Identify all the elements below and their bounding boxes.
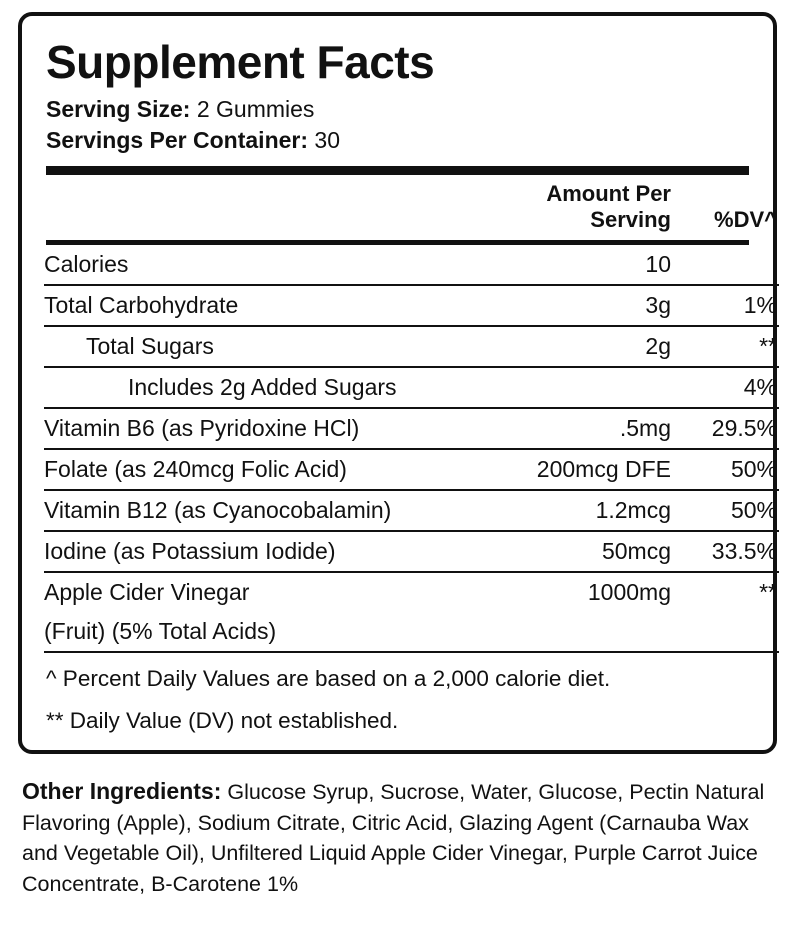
row-amount: .5mg (474, 408, 679, 449)
row-amount: 1000mg (587, 579, 671, 606)
row-name: Total Carbohydrate (44, 285, 474, 326)
table-row (44, 245, 779, 285)
serving-size-value: 2 Gummies (196, 96, 315, 123)
row-dv: 50% (679, 490, 779, 531)
row-name: Includes 2g Added Sugars (44, 367, 474, 408)
row-name: Vitamin B6 (as Pyridoxine HCl) (44, 408, 474, 449)
other-ingredients-label: Other Ingredients: (22, 778, 222, 804)
row-name: Total Sugars (44, 326, 474, 367)
servings-per-container-label: Servings Per Container: (46, 127, 309, 154)
row-dv: 33.5% (679, 531, 779, 572)
header-amount-per-serving: Amount Per Serving (546, 181, 671, 233)
row-name: Vitamin B12 (as Cyanocobalamin) (44, 490, 474, 531)
page-title: Supplement Facts (46, 36, 435, 88)
row-amount: 3g (474, 285, 679, 326)
row-name: Iodine (as Potassium Iodide) (44, 531, 474, 572)
row-name: Folate (as 240mcg Folic Acid) (44, 449, 474, 490)
table-row (44, 285, 779, 326)
table-row (44, 408, 779, 449)
row-name: Apple Cider Vinegar (44, 579, 250, 606)
row-dv (679, 245, 779, 285)
other-ingredients-text: Glucose Syrup, Sucrose, Water, Glucose, Pectin Natural Flavoring (Apple), Sodium Citrate, Citric Acid, Glazing Agent (Carnauba Wax and Vegetable Oil), Unfiltered Liquid Apple Cider Vinegar, Purple Carrot Juice Concentrate, B-Carotene 1% (22, 780, 765, 896)
row-name: (Fruit) (5% Total Acids) (44, 612, 474, 652)
supplement-facts-panel (18, 12, 777, 754)
serving-size-label: Serving Size: (46, 96, 191, 123)
table-row (44, 612, 779, 652)
table-row (44, 572, 779, 612)
table-row (44, 490, 779, 531)
serving-size-line (46, 94, 751, 125)
row-amount: 10 (474, 245, 679, 285)
row-amount: 200mcg DFE (474, 449, 679, 490)
header-spacer (44, 175, 474, 240)
row-dv: ** (679, 326, 779, 367)
row-dv (679, 612, 779, 652)
row-dv: 50% (679, 449, 779, 490)
row-dv: 4% (679, 367, 779, 408)
footnote-percent-daily-value: ^ Percent Daily Values are based on a 2,000 calorie diet. (46, 666, 611, 692)
row-amount: 1.2mcg (474, 490, 679, 531)
row-amount (474, 367, 679, 408)
table-row (44, 367, 779, 408)
divider-thick-top (46, 166, 749, 175)
table-row (44, 326, 779, 367)
row-dv: ** (759, 579, 777, 606)
header-daily-value: %DV^ (714, 207, 777, 233)
nutrient-rows-table (44, 245, 779, 653)
table-row (44, 531, 779, 572)
servings-per-container-value: 30 (314, 127, 341, 154)
row-amount (474, 612, 679, 652)
row-name: Calories (44, 245, 474, 285)
footnote-dv-not-established: ** Daily Value (DV) not established. (46, 708, 399, 734)
other-ingredients-block (22, 775, 774, 899)
table-header-row (44, 175, 779, 240)
row-dv: 1% (679, 285, 779, 326)
table-row (44, 449, 779, 490)
nutrition-table (44, 175, 779, 240)
servings-per-container-line (46, 125, 751, 156)
row-dv: 29.5% (679, 408, 779, 449)
row-amount: 2g (474, 326, 679, 367)
row-amount: 50mcg (474, 531, 679, 572)
